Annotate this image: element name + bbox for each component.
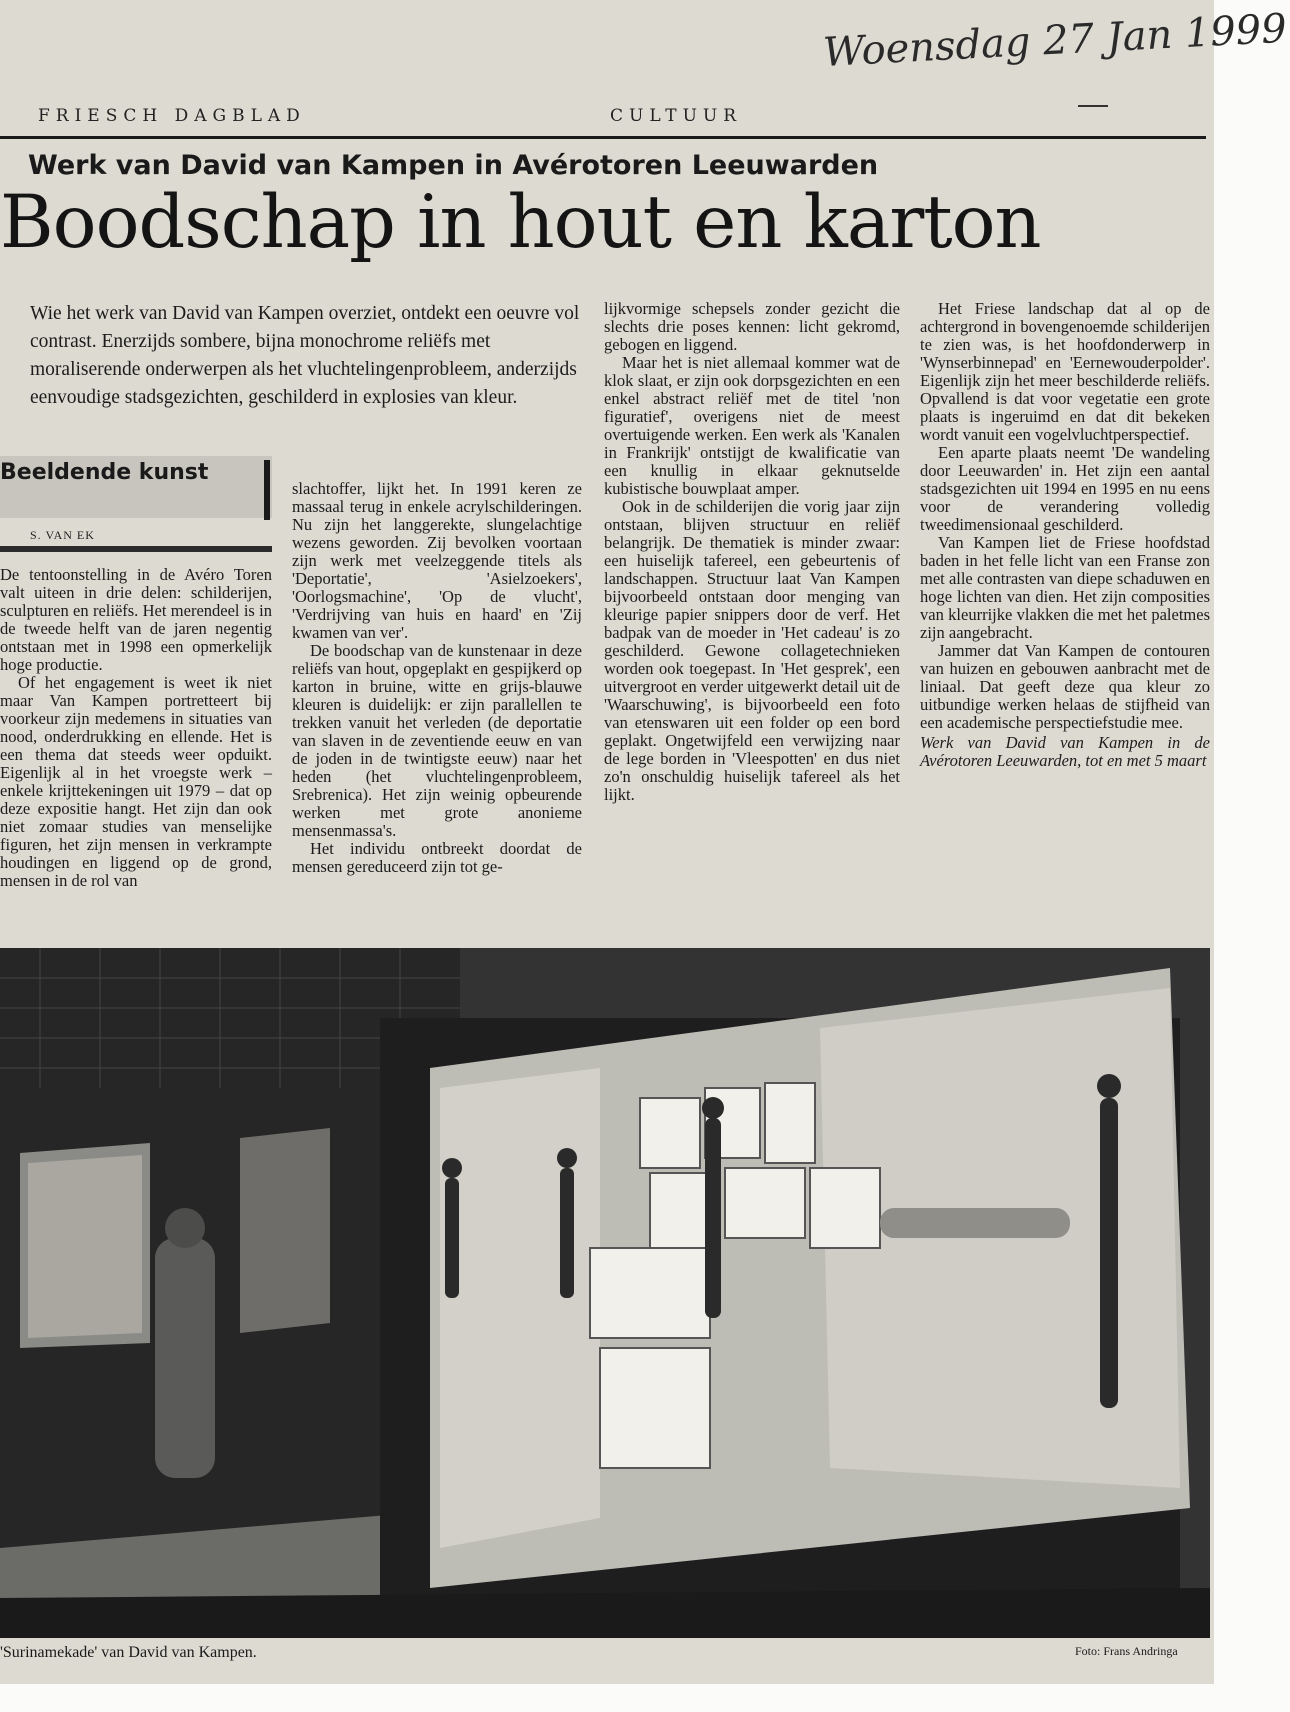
photo-illustration	[0, 948, 1210, 1638]
column-paragraph: Een aparte plaats neemt 'De wandeling door Leeuwarden' in. Het zijn een aantal stadsgezichten uit 1994 en 1995 en nu eens voor de verandering volledig tweedimensionaal geschilderd.	[920, 443, 1210, 534]
article-kicker: Werk van David van Kampen in Avérotoren Leeuwarden	[28, 150, 879, 181]
masthead-rule	[0, 136, 1206, 139]
column-paragraph: Van Kampen liet de Friese hoofdstad baden in het felle licht van een Franse zon met alle contrasten van diepe schaduwen en hoge lichten van dien. Het zijn composities van kleurrijke vlakken die met het paletmes zijn aangebracht.	[920, 533, 1210, 642]
column-paragraph: Ook in de schilderijen die vorig jaar zijn ontstaan, blijven structuur en reliëf belangrijk. De thematiek is minder zwaar: een huiselijk tafereel, een gebeurtenis of landschappen. Structuur laat Van Kampen bijvoorbeeld ontstaan door menging van kleurige papier snippers door de verf. Het badpak van de moeder in 'Het cadeau' is zo geschilderd. Gewone collagetechnieken worden ook toegepast. In 'Het gesprek', een uitvergroot en verder uitgewerkt detail uit de 'Waarschuwing', is bijvoorbeeld een foto van etenswaren uit een folder op een bord geplakt. Ongetwijfeld een verwijzing naar de lege borden in 'Vleespotten' en dus niet zo'n onschuldig huiselijk tafereel als het lijkt.	[604, 497, 900, 804]
exhibition-photo	[0, 948, 1210, 1638]
column-paragraph: slachtoffer, lijkt het. In 1991 keren ze massaal terug in enkele acrylschilderingen. Nu zijn het langgerekte, slungelachtige wezens geworden. Zij bevolken voortaan zijn werk met veelzeggende titels als 'Deportatie', 'Asielzoekers', 'Oorlogsmachine', 'Op de vlucht', 'Verdrijving van huis en haard' en 'Zij kwamen van ver'.	[292, 479, 582, 642]
masthead-paper: FRIESCH DAGBLAD	[38, 106, 306, 126]
photo-caption: 'Surinamekade' van David van Kampen.	[0, 1644, 257, 1661]
column-paragraph: Het individu ontbreekt doordat de mensen gereduceerd zijn tot ge-	[292, 839, 582, 876]
column-paragraph: De boodschap van de kunstenaar in deze reliëfs van hout, opgeplakt en gespijkerd op karton in bruine, witte en grijs-blauwe kleuren is duidelijk: er zijn parallellen te trekken vanuit het verleden (de deportatie van slaven in de zeventiende eeuw en van de joden in de twintigste eeuw) naar het heden (het vluchtelingenprobleem, Srebrenica). Het zijn weinig opbeurende werken met grote anonieme mensenmassa's.	[292, 641, 582, 840]
article-column-1	[0, 566, 272, 942]
column-paragraph: Of het engagement is weet ik niet maar Van Kampen portretteert bij voorkeur zijn medemens in situaties van nood, onderdrukking en ellende. Het is een thema dat steeds weer opduikt. Eigenlijk al in het vroegste werk – enkele krijttekeningen uit 1979 – dat op deze expositie hangt. Het zijn dan ook niet zomaar studies van menselijke figuren, het zijn mensen in verkrampte houdingen en liggend op de grond, mensen in de rol van	[0, 673, 272, 890]
byline-rule	[0, 546, 272, 552]
column-paragraph: De tentoonstelling in de Avéro Toren valt uiteen in drie delen: schilderijen, sculpturen en reliëfs. Het merendeel is in de tweede helft van de jaren negentig ontstaan met in 1998 een opmerkelijk hoge productie.	[0, 565, 272, 674]
column-paragraph: lijkvormige schepsels zonder gezicht die slechts drie poses kennen: licht gekromd, gebogen en liggend.	[604, 299, 900, 354]
exhibition-info: Werk van David van Kampen in de Avérotoren Leeuwarden, tot en met 5 maart	[920, 733, 1210, 770]
rubric-label: Beeldende kunst	[0, 460, 209, 485]
rubric-bar	[264, 460, 270, 520]
handwritten-underline	[1078, 105, 1108, 107]
article-intro: Wie het werk van David van Kampen overziet, ontdekt een oeuvre vol contrast. Enerzijds sombere, bijna monochrome reliëfs met moraliserende onderwerpen als het vluchtelingenprobleem, anderzijds eenvoudige stadsgezichten, geschilderd in explosies van kleur.	[30, 303, 580, 408]
article-column-3	[604, 300, 900, 942]
column-paragraph: Jammer dat Van Kampen de contouren van huizen en gebouwen aanbracht met de liniaal. Dat geeft deze qua kleur zo uitbundige werken helaas de stijfheid van een academische perspectiefstudie mee.	[920, 641, 1210, 732]
article-column-2	[292, 480, 582, 942]
byline: S. VAN EK	[30, 528, 95, 542]
masthead-section: CULTUUR	[610, 106, 743, 126]
handwritten-date: Woensdag 27 Jan 1999	[822, 5, 1288, 76]
article-headline: Boodschap in hout en karton	[0, 180, 1041, 265]
article-column-4	[920, 300, 1210, 942]
column-paragraph: Maar het is niet allemaal kommer wat de klok slaat, er zijn ook dorpsgezichten en een enkel abstract reliëf met de titel 'non figuratief', overigens niet de meest overtuigende werken. Een werk als 'Kanalen in Frankrijk' ontstijgt de kwalificatie van een knullig in elkaar geknutselde kubistische bouwplaat amper.	[604, 353, 900, 498]
photo-credit: Foto: Frans Andringa	[1075, 1644, 1178, 1658]
column-paragraph: Het Friese landschap dat al op de achtergrond in bovengenoemde schilderijen te zien was, is het hoofdonderwerp in 'Wynserbinnepad' en 'Eernewouderpolder'. Eigenlijk zijn het meer beschilderde reliëfs. Opvallend is dat voor vegetatie een grote plaats is ingeruimd en dat dit bekeken wordt vanuit een vogelvluchtperspectief.	[920, 299, 1210, 444]
